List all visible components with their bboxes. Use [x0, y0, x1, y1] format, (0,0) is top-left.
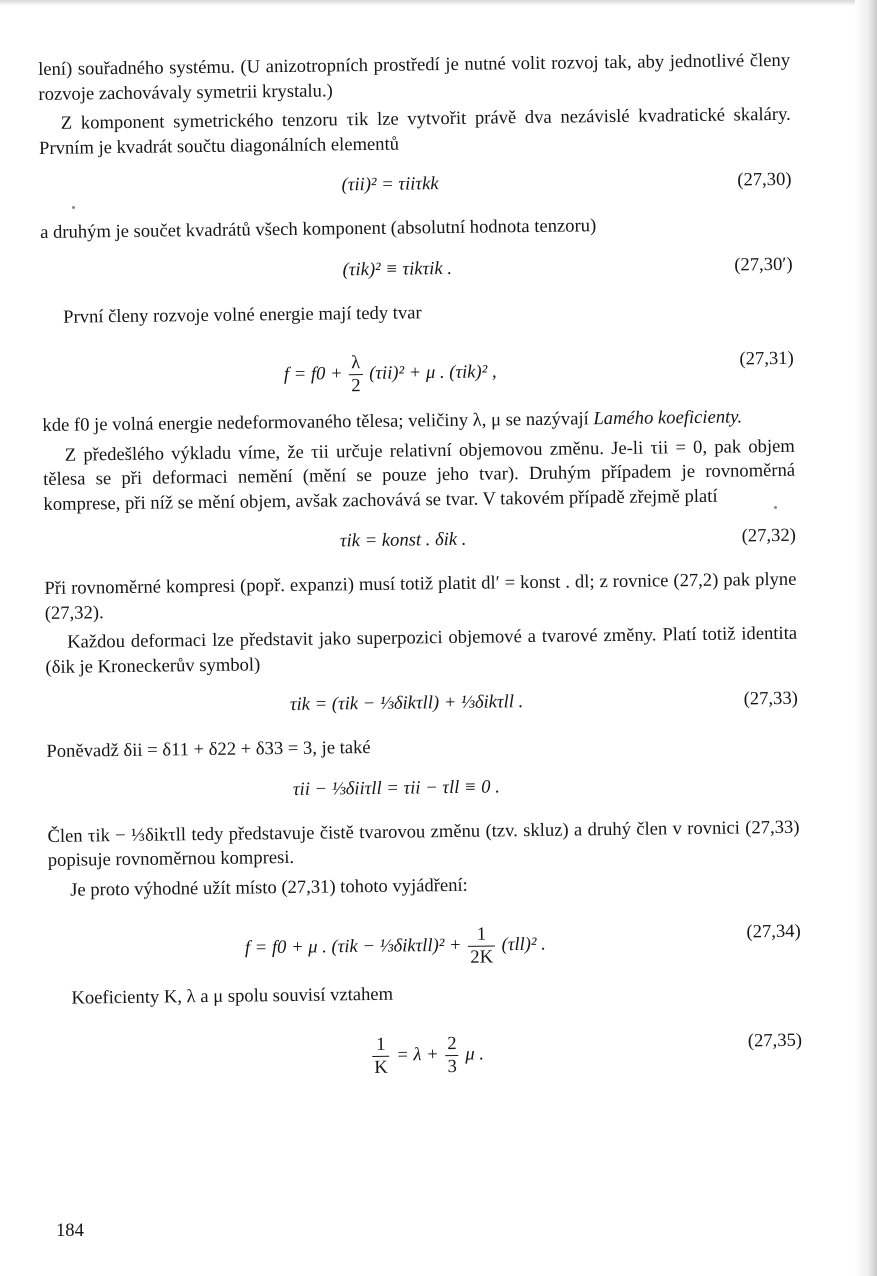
- equation-27-34: [48, 906, 801, 969]
- equation-27-30: [39, 164, 791, 207]
- equation-27-34-rhs: (τll)² .: [496, 933, 546, 956]
- fraction: [349, 352, 363, 397]
- equation-27-31-lhs: f = f0 +: [283, 363, 348, 385]
- paragraph-5-text: kde f0 je volná energie nedeformovaného tělesa; veličiny λ, μ se nazývají: [42, 408, 594, 436]
- fraction-denominator: K: [374, 1056, 388, 1078]
- equation-27-30-formula: (τii)² = τiiτkk: [341, 173, 439, 196]
- fraction: [445, 1032, 459, 1077]
- equation-27-33: [46, 683, 798, 726]
- equation-27-30-number: (27,30): [737, 168, 792, 191]
- scan-right-shadow: [855, 0, 877, 1276]
- equation-27-32: [44, 520, 796, 563]
- equation-27-33-formula: τik = (τik − ⅓δikτll) + ⅓δikτll .: [289, 691, 524, 715]
- paragraph-1: lení) souřadného systému. (U anizotropních prostředí je nutné volit rozvoj tak, aby jednotlivé členy rozvoje zachovávaly symetrii krystalu.): [38, 49, 791, 105]
- fraction-denominator: 3: [447, 1055, 457, 1077]
- fraction: [372, 1033, 390, 1078]
- page-number: 184: [56, 1220, 84, 1241]
- equation-unnumbered: [47, 767, 799, 810]
- paragraph-9: Poněvadž δii = δ11 + δ22 + δ33 = 3, je také: [46, 736, 371, 762]
- equation-27-30p-number: (27,30′): [734, 253, 793, 276]
- equation-27-30p-formula: (τik)² ≡ τikτik .: [342, 257, 453, 280]
- equation-27-35-formula: [370, 1032, 484, 1078]
- equation-27-34-number: (27,34): [746, 920, 801, 943]
- equation-27-35-number: (27,35): [747, 1029, 803, 1051]
- equation-27-31-formula: [284, 350, 497, 398]
- paragraph-12: Koeficienty K, λ a μ spolu souvisí vztahem: [71, 983, 394, 1009]
- paragraph-6: Z předešlého výkladu víme, že τii určuje relativní objemovou změnu. Je-li τii = 0, pak objem tělesa se při deformaci nemění (mění se pouze jeho tvar). Druhým případem je rovnoměrná komprese, při níž se mění objem, avšak zachovává se tvar. V takovém případě zřejmě platí: [43, 435, 796, 515]
- equation-27-32-formula: τik = konst . δik .: [339, 528, 467, 552]
- document-page: [38, 49, 803, 1096]
- equation-27-31-rhs: (τii)² + μ . (τik)² ,: [364, 361, 497, 384]
- equation-27-31-number: (27,31): [739, 347, 794, 370]
- equation-27-35-mid: = λ +: [391, 1043, 444, 1066]
- equation-27-31: [41, 333, 794, 396]
- lame-coefficients-term: Lamého koeficienty.: [593, 406, 743, 430]
- paragraph-7: Při rovnoměrné kompresi (popř. expanzi) musí totiž platit dl′ = konst . dl; z rovnice (27,2) pak plyne (27,32).: [44, 568, 797, 624]
- fraction-numerator: 2: [445, 1032, 459, 1055]
- paragraph-2: Z komponent symetrického tenzoru τik lze vytvořit právě dva nezávislé kvadratické skaláry. Prvním je kvadrát součtu diagonálních elementů: [38, 103, 791, 159]
- equation-27-32-number: (27,32): [741, 524, 797, 547]
- equation-27-34-lhs: f = f0 + μ . (τik − ⅓δikτll)² +: [244, 934, 467, 959]
- paragraph-4: První členy rozvoje volné energie mají tedy tvar: [63, 301, 422, 328]
- equation-27-35-rhs: μ .: [460, 1042, 485, 1065]
- equation-27-30p: [40, 248, 792, 291]
- fraction-denominator: 2: [351, 375, 361, 397]
- fraction-numerator: λ: [349, 352, 363, 375]
- fraction-denominator: 2K: [470, 946, 494, 968]
- fraction-numerator: 1: [372, 1033, 390, 1056]
- paragraph-8: Každou deformaci lze představit jako superpozici objemové a tvarové změny. Platí totiž identita (δik je Kroneckerův symbol): [45, 622, 798, 678]
- paragraph-11: Je proto výhodné užít místo (27,31) tohoto vyjádření:: [70, 874, 468, 901]
- paragraph-10: Člen τik − ⅓δikτll tedy představuje čistě tvarovou změnu (tzv. skluz) a druhý člen v rovnici (27,33) popisuje rovnoměrnou kompresi.: [47, 816, 800, 871]
- equation-27-35: [50, 1014, 803, 1077]
- scan-top-shadow: [0, 0, 877, 6]
- paragraph-5: [42, 405, 794, 439]
- fraction: [468, 923, 495, 968]
- paragraph-3: a druhým je součet kvadrátů všech komponent (absolutní hodnota tenzoru): [40, 215, 597, 243]
- equation-27-34-formula: [245, 923, 546, 972]
- equation-unnumbered-formula: τii − ⅓δiiτll = τii − τll ≡ 0 .: [292, 775, 500, 800]
- fraction-numerator: 1: [468, 923, 495, 946]
- equation-27-33-number: (27,33): [743, 687, 799, 710]
